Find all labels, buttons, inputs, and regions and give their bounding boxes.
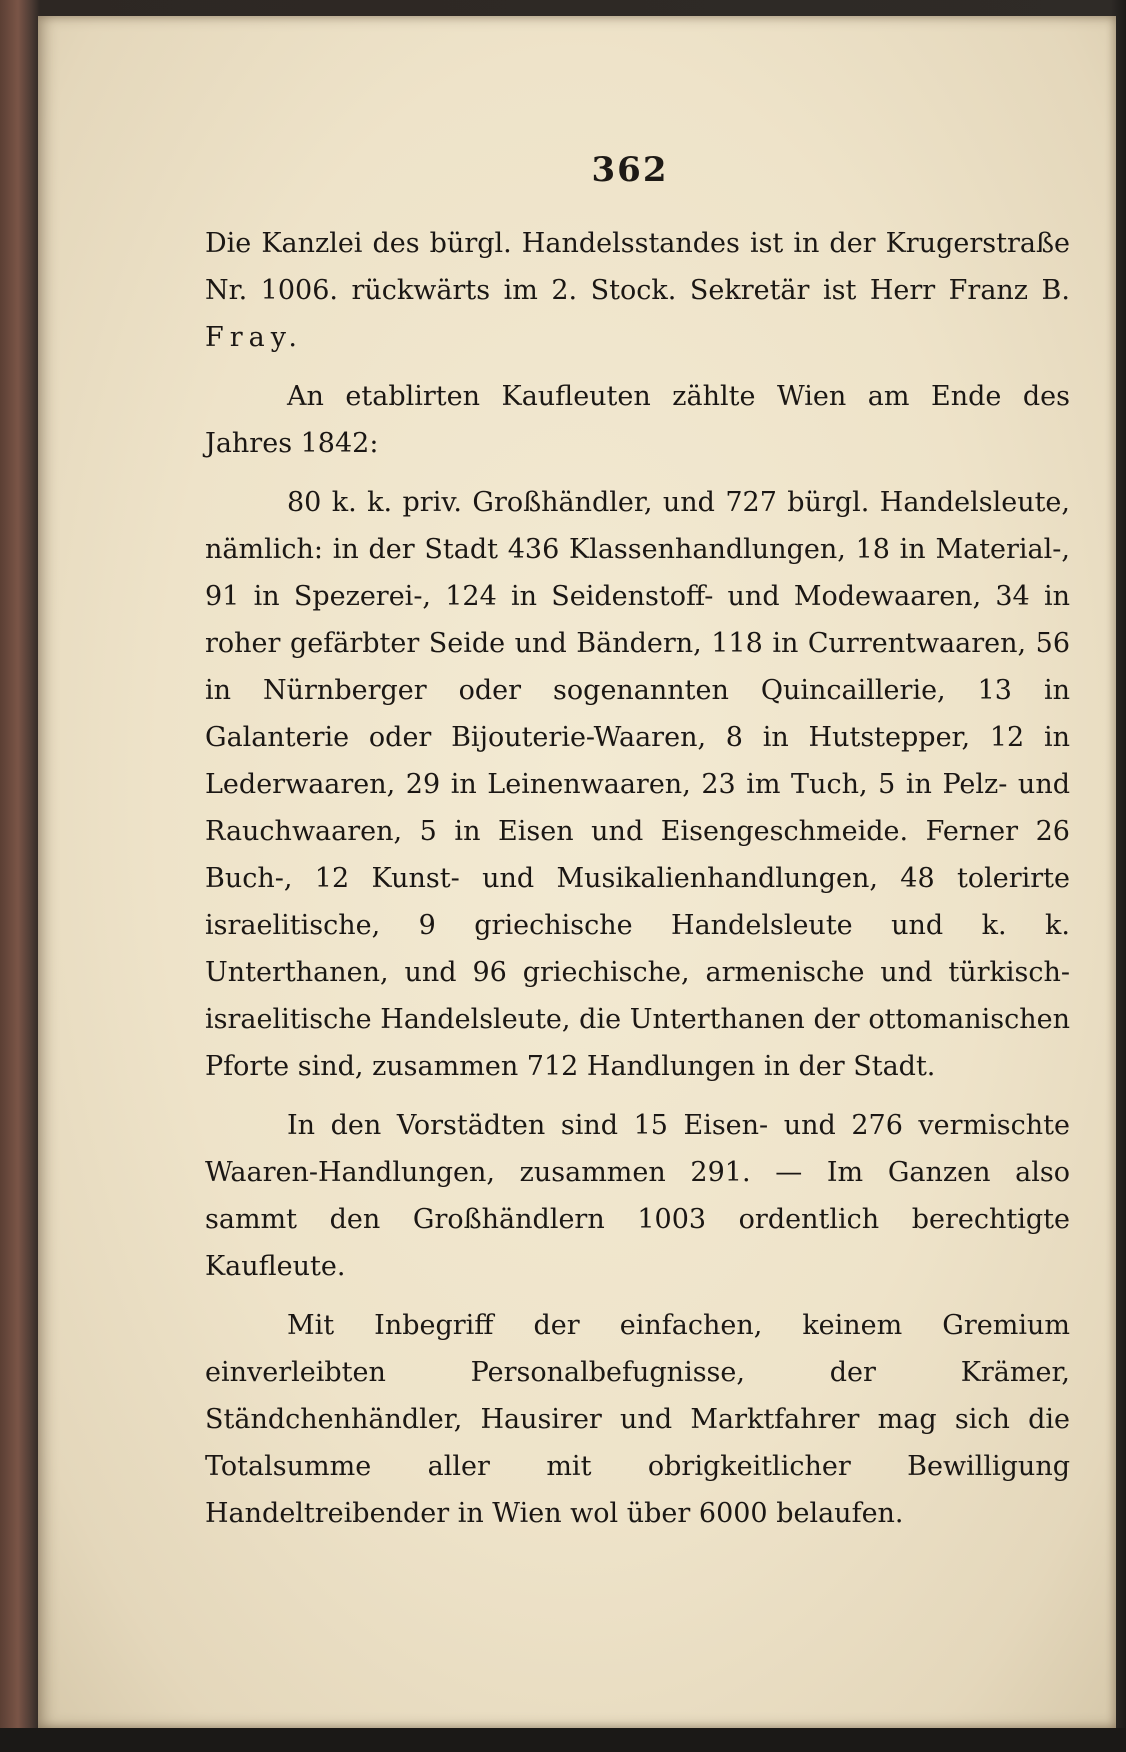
paragraph-total: Mit Inbegriff der einfachen, keinem Gremium einverleibten Personalbefugnisse, der Krämer, Ständchenhändler, Hausirer und Marktfahrer mag sich die Totalsumme aller mit obrigkeitlicher Bewilligung Handeltreibender in Wien wol über 6000 belaufen. — [205, 1310, 1070, 1529]
paragraph-merchant-counts: 80 k. k. priv. Großhändler, und 727 bürgl. Handelsleute, nämlich: in der Stadt 436 Klassenhandlungen, 18 in Material-, 91 in Spezerei-, 124 in Seidenstoff- und Modewaaren, 34 in roher gefärbter Seide und Bändern, 118 in Currentwaaren, 56 in Nürnberger oder sogenannten Quincaillerie, 13 in Galanterie oder Bijouterie-Waaren, 8 in Hutstepper, 12 in Lederwaaren, 29 in Leinenwaaren, 23 im Tuch, 5 in Pelz- und Rauchwaaren, 5 in Eisen und Eisengeschmeide. Ferner 26 Buch-, 12 Kunst- und Musikalienhandlungen, 48 tolerirte israelitische, 9 griechische Handelsleute und k. k. Unterthanen, und 96 griechische, armenische und türkisch-israelitische Handelsleute, die Unterthanen der ottomanischen Pforte sind, zusammen 712 Handlungen in der Stadt. — [205, 487, 1070, 1082]
paragraph-chancery — [205, 220, 1070, 361]
paragraph-text: Die Kanzlei des bürgl. Handelsstandes ist in der Krugerstraße Nr. 1006. rückwärts im 2. Stock. Sekretär ist Herr Franz B. — [205, 228, 1070, 306]
paragraph-merchants-intro: An etablirten Kaufleuten zählte Wien am Ende des Jahres 1842: — [205, 381, 1070, 459]
paragraph-suburbs: In den Vorstädten sind 15 Eisen- und 276 vermischte Waaren-Handlungen, zusammen 291. — Im Ganzen also sammt den Großhändlern 1003 ordentlich berechtigte Kaufleute. — [205, 1110, 1070, 1282]
page-number: 362 — [591, 150, 669, 190]
page-body — [205, 220, 1070, 1549]
scan-bottom-edge — [0, 1728, 1126, 1752]
name-spaced: Fray. — [205, 322, 303, 353]
